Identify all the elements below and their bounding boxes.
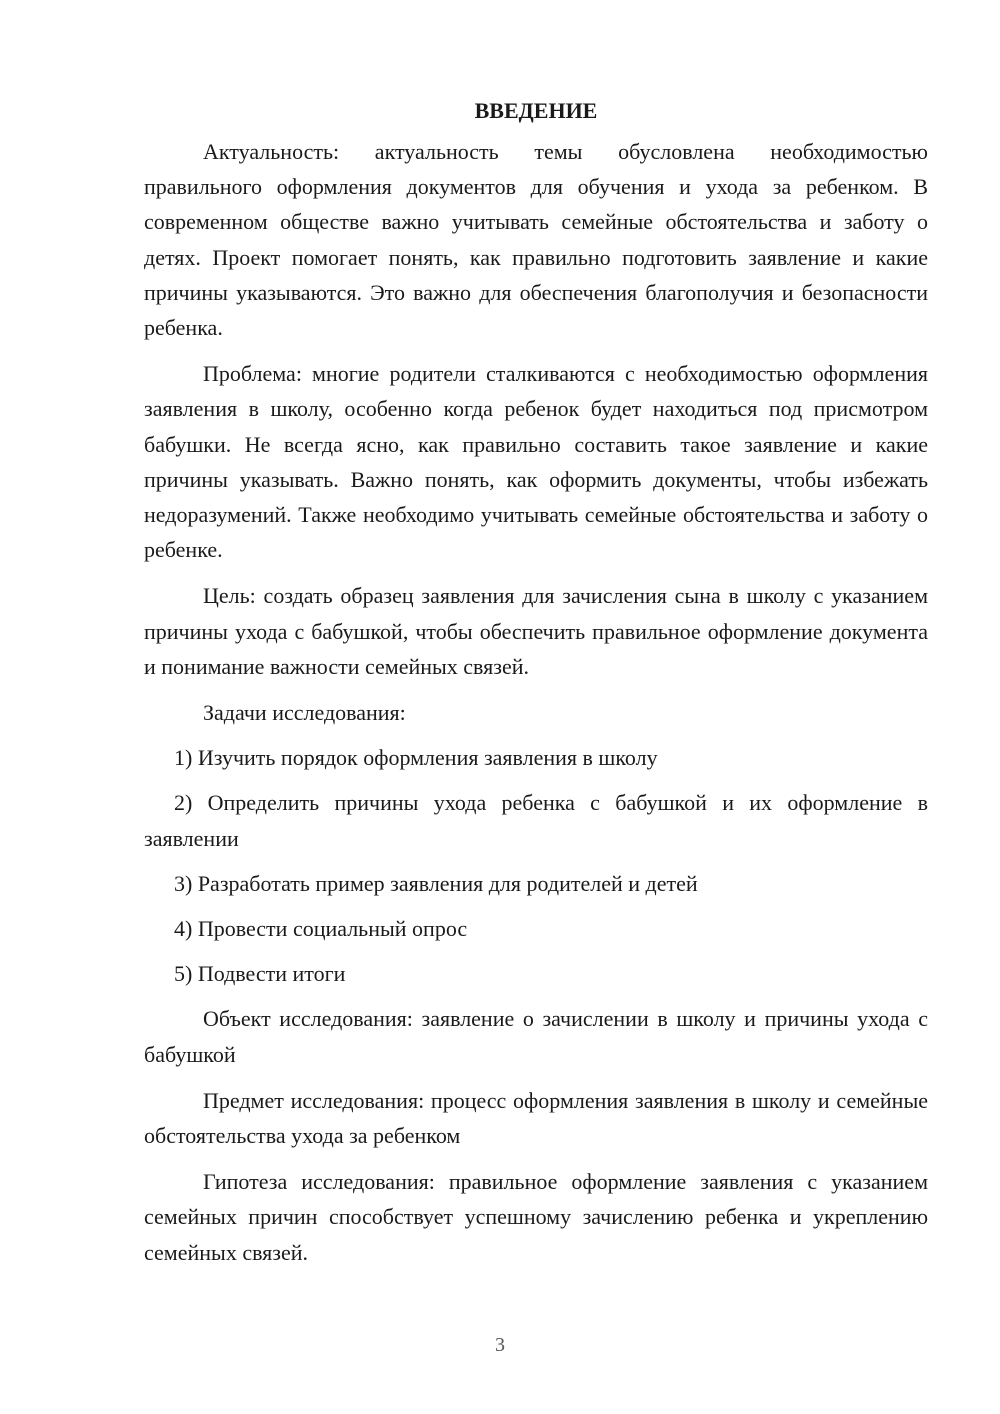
- goal-paragraph: Цель: создать образец заявления для зачисления сына в школу с указанием причины ухода с бабушкой, чтобы обеспечить правильное оформление документа и понимание важности семейных связей.: [144, 583, 928, 679]
- task-item: 4) Провести социальный опрос: [174, 916, 468, 942]
- subject-paragraph: Предмет исследования: процесс оформления заявления в школу и семейные обстоятельства ухода за ребенком: [144, 1087, 928, 1149]
- page-title: ВВЕДЕНИЕ: [474, 98, 598, 123]
- document-page: [144, 94, 928, 1281]
- problem-paragraph: Проблема: многие родители сталкиваются с необходимостью оформления заявления в школу, особенно когда ребенок будет находиться под присмотром бабушки. Не всегда ясно, как правильно составить такое заявление и какие причины указывать. Важно понять, как оформить документы, чтобы избежать недоразумений. Также необходимо учитывать семейные обстоятельства и заботу о ребенке.: [144, 361, 928, 563]
- page-number: 3: [495, 1334, 505, 1356]
- task-item: 2) Определить причины ухода ребенка с бабушкой и их оформление в заявлении: [144, 790, 928, 851]
- object-paragraph: Объект исследования: заявление о зачислении в школу и причины ухода с бабушкой: [144, 1006, 928, 1067]
- task-item: 5) Подвести итоги: [174, 961, 346, 987]
- relevance-paragraph: Актуальность: актуальность темы обусловлена необходимостью правильного оформления документов для обучения и ухода за ребенком. В современном обществе важно учитывать семейные обстоятельства и заботу о детях. Проект помогает понять, как правильно подготовить заявление и какие причины указываются. Это важно для обеспечения благополучия и безопасности ребенка.: [144, 139, 928, 341]
- task-item: 1) Изучить порядок оформления заявления в школу: [174, 745, 658, 771]
- tasks-list: [144, 740, 928, 991]
- hypothesis-paragraph: Гипотеза исследования: правильное оформление заявления с указанием семейных причин способствует успешному зачислению ребенка и укреплению семейных связей.: [144, 1169, 928, 1265]
- tasks-heading: Задачи исследования:: [203, 700, 406, 726]
- task-item: 3) Разработать пример заявления для родителей и детей: [174, 870, 698, 896]
